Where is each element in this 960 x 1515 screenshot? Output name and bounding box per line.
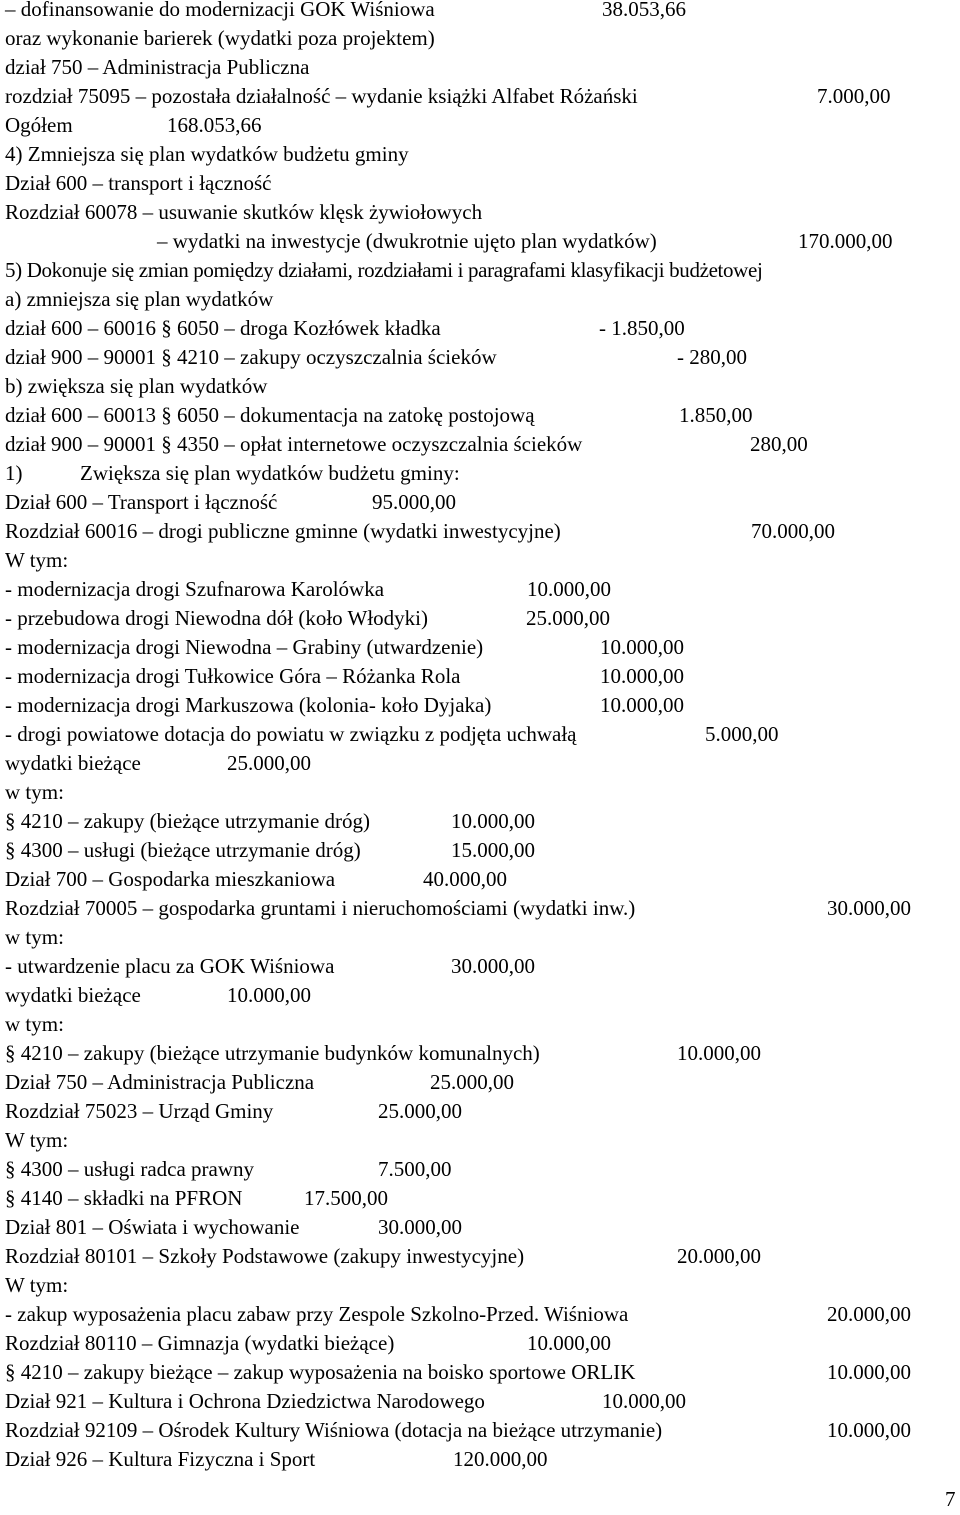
text-line: [5, 24, 955, 53]
text-line: [5, 691, 955, 720]
line-text: Dział 926 – Kultura Fizyczna i Sport: [5, 1447, 316, 1471]
text-line: [5, 1213, 955, 1242]
text-line: [5, 1184, 955, 1213]
text-line: [5, 1126, 955, 1155]
text-line: [5, 1445, 955, 1474]
line-amount: Zwiększa się plan wydatków budżetu gminy:: [80, 461, 460, 485]
line-text: wydatki bieżące: [5, 983, 141, 1007]
page-number: 7: [945, 1487, 956, 1511]
line-amount: 25.000,00: [227, 751, 311, 775]
line-amount: 30.000,00: [378, 1215, 462, 1239]
line-text: - modernizacja drogi Markuszowa (kolonia- koło Dyjaka): [5, 693, 492, 717]
text-line: [5, 198, 955, 227]
text-line: [5, 633, 955, 662]
line-amount: 10.000,00: [600, 693, 684, 717]
text-line: [5, 981, 955, 1010]
line-amount: 10.000,00: [527, 1331, 611, 1355]
line-text: - modernizacja drogi Tułkowice Góra – Różanka Rola: [5, 664, 461, 688]
line-text: Rozdział 70005 – gospodarka gruntami i nieruchomościami (wydatki inw.): [5, 896, 636, 920]
line-text: - zakup wyposażenia placu zabaw przy Zespole Szkolno-Przed. Wiśniowa: [5, 1302, 629, 1326]
line-text: dział 750 – Administracja Publiczna: [5, 55, 310, 79]
line-text: dział 600 – 60016 § 6050 – droga Kozłówek kładka: [5, 316, 441, 340]
line-text: 4) Zmniejsza się plan wydatków budżetu gminy: [5, 142, 409, 166]
text-line: [5, 1039, 955, 1068]
text-line: [5, 662, 955, 691]
line-text: Dział 801 – Oświata i wychowanie: [5, 1215, 300, 1239]
line-text: - przebudowa drogi Niewodna dół (koło Włodyki): [5, 606, 429, 630]
line-amount: 120.000,00: [453, 1447, 548, 1471]
text-line: [5, 111, 955, 140]
text-line: [5, 285, 955, 314]
line-text: w tym:: [5, 1012, 64, 1036]
text-line: [5, 256, 955, 285]
line-text: Dział 921 – Kultura i Ochrona Dziedzictwa Narodowego: [5, 1389, 485, 1413]
text-line: [5, 488, 955, 517]
line-amount: 70.000,00: [751, 519, 835, 543]
line-text: oraz wykonanie barierek (wydatki poza projektem): [5, 26, 435, 50]
line-amount: 25.000,00: [430, 1070, 514, 1094]
line-amount: 10.000,00: [827, 1360, 911, 1384]
line-text: W tym:: [5, 548, 69, 572]
line-text: § 4210 – zakupy (bieżące utrzymanie dróg): [5, 809, 371, 833]
text-line: [5, 1329, 955, 1358]
line-amount: 170.000,00: [798, 229, 893, 253]
line-amount: 5.000,00: [705, 722, 779, 746]
line-text: 1): [5, 461, 23, 485]
line-text: 5) Dokonuje się zmian pomiędzy działami, rozdziałami i paragrafami klasyfikacji budżetowej: [5, 258, 763, 282]
line-amount: 38.053,66: [602, 0, 686, 21]
line-text: dział 900 – 90001 § 4210 – zakupy oczyszczalnia ścieków: [5, 345, 497, 369]
line-text: Dział 600 – Transport i łączność: [5, 490, 278, 514]
line-amount: 168.053,66: [167, 113, 262, 137]
line-text: - utwardzenie placu za GOK Wiśniowa: [5, 954, 335, 978]
text-line: [5, 227, 955, 256]
text-line: [5, 836, 955, 865]
line-text: § 4210 – zakupy (bieżące utrzymanie budynków komunalnych): [5, 1041, 540, 1065]
line-amount: 10.000,00: [227, 983, 311, 1007]
line-text: § 4210 – zakupy bieżące – zakup wyposażenia na boisko sportowe ORLIK: [5, 1360, 636, 1384]
line-text: b) zwiększa się plan wydatków: [5, 374, 268, 398]
text-line: [5, 1387, 955, 1416]
text-line: [5, 1068, 955, 1097]
line-amount: 10.000,00: [600, 664, 684, 688]
text-line: [5, 1358, 955, 1387]
line-amount: 25.000,00: [378, 1099, 462, 1123]
line-text: Rozdział 80110 – Gimnazja (wydatki bieżące): [5, 1331, 395, 1355]
line-text: Rozdział 60016 – drogi publiczne gminne (wydatki inwestycyjne): [5, 519, 561, 543]
line-text: - modernizacja drogi Niewodna – Grabiny (utwardzenie): [5, 635, 484, 659]
line-text: – wydatki na inwestycje (dwukrotnie ujęto plan wydatków): [157, 229, 657, 253]
text-line: [5, 430, 955, 459]
text-line: [5, 169, 955, 198]
line-text: rozdział 75095 – pozostała działalność – wydanie książki Alfabet Różański: [5, 84, 638, 108]
line-amount: 30.000,00: [827, 896, 911, 920]
text-line: [5, 343, 955, 372]
line-text: w tym:: [5, 780, 64, 804]
line-amount: 20.000,00: [827, 1302, 911, 1326]
text-line: [5, 140, 955, 169]
document-body: [5, 0, 955, 1474]
text-line: [5, 865, 955, 894]
line-text: W tym:: [5, 1273, 69, 1297]
text-line: [5, 1097, 955, 1126]
text-line: [5, 546, 955, 575]
line-amount: - 280,00: [677, 345, 747, 369]
text-line: [5, 604, 955, 633]
text-line: [5, 923, 955, 952]
text-line: [5, 372, 955, 401]
line-text: Rozdział 60078 – usuwanie skutków klęsk żywiołowych: [5, 200, 483, 224]
text-line: [5, 894, 955, 923]
line-amount: 1.850,00: [679, 403, 753, 427]
text-line: [5, 53, 955, 82]
text-line: [5, 82, 955, 111]
line-amount: 15.000,00: [451, 838, 535, 862]
line-amount: 95.000,00: [372, 490, 456, 514]
line-text: w tym:: [5, 925, 64, 949]
line-text: - drogi powiatowe dotacja do powiatu w związku z podjęta uchwałą: [5, 722, 577, 746]
line-text: Dział 700 – Gospodarka mieszkaniowa: [5, 867, 336, 891]
line-amount: 10.000,00: [600, 635, 684, 659]
line-text: Dział 750 – Administracja Publiczna: [5, 1070, 315, 1094]
line-text: wydatki bieżące: [5, 751, 141, 775]
text-line: [5, 0, 955, 24]
line-text: Rozdział 80101 – Szkoły Podstawowe (zakupy inwestycyjne): [5, 1244, 525, 1268]
line-text: Rozdział 92109 – Ośrodek Kultury Wiśniowa (dotacja na bieżące utrzymanie): [5, 1418, 663, 1442]
line-text: Dział 600 – transport i łączność: [5, 171, 272, 195]
line-text: a) zmniejsza się plan wydatków: [5, 287, 274, 311]
line-amount: 20.000,00: [677, 1244, 761, 1268]
line-text: Ogółem: [5, 113, 73, 137]
line-text: § 4140 – składki na PFRON: [5, 1186, 243, 1210]
line-amount: 7.500,00: [378, 1157, 452, 1181]
line-amount: 10.000,00: [451, 809, 535, 833]
line-amount: 40.000,00: [423, 867, 507, 891]
line-text: dział 600 – 60013 § 6050 – dokumentacja na zatokę postojową: [5, 403, 535, 427]
text-line: [5, 1155, 955, 1184]
text-line: [5, 1271, 955, 1300]
line-amount: 17.500,00: [304, 1186, 388, 1210]
text-line: [5, 314, 955, 343]
text-line: [5, 778, 955, 807]
line-amount: 30.000,00: [451, 954, 535, 978]
text-line: [5, 575, 955, 604]
line-text: § 4300 – usługi radca prawny: [5, 1157, 255, 1181]
line-amount: 10.000,00: [602, 1389, 686, 1413]
line-amount: 280,00: [750, 432, 808, 456]
text-line: [5, 952, 955, 981]
line-text: Rozdział 75023 – Urząd Gminy: [5, 1099, 274, 1123]
text-line: [5, 720, 955, 749]
line-amount: 10.000,00: [677, 1041, 761, 1065]
line-amount: 7.000,00: [817, 84, 891, 108]
text-line: [5, 517, 955, 546]
line-amount: 10.000,00: [527, 577, 611, 601]
line-amount: - 1.850,00: [599, 316, 685, 340]
line-text: - modernizacja drogi Szufnarowa Karolówka: [5, 577, 385, 601]
text-line: [5, 1242, 955, 1271]
line-text: – dofinansowanie do modernizacji GOK Wiśniowa: [5, 0, 435, 21]
text-line: [5, 1010, 955, 1039]
line-amount: 25.000,00: [526, 606, 610, 630]
text-line: [5, 807, 955, 836]
line-text: dział 900 – 90001 § 4350 – opłat internetowe oczyszczalnia ścieków: [5, 432, 583, 456]
text-line: [5, 459, 955, 488]
line-text: § 4300 – usługi (bieżące utrzymanie dróg): [5, 838, 361, 862]
line-amount: 10.000,00: [827, 1418, 911, 1442]
line-text: W tym:: [5, 1128, 69, 1152]
text-line: [5, 749, 955, 778]
text-line: [5, 401, 955, 430]
text-line: [5, 1300, 955, 1329]
text-line: [5, 1416, 955, 1445]
